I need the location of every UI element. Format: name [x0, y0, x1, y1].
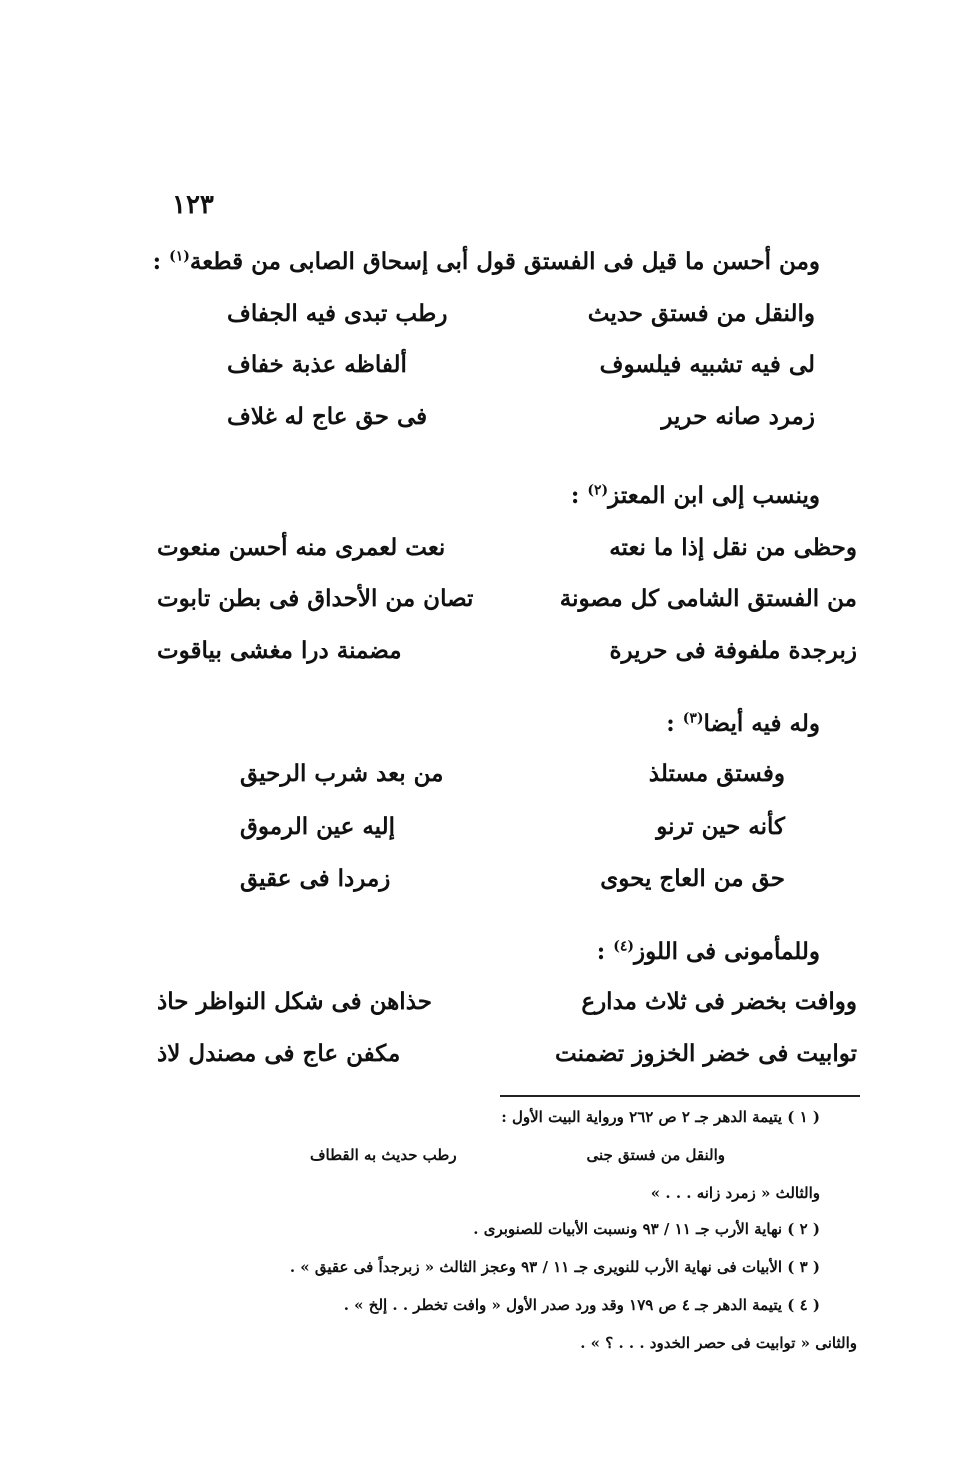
section-1-intro — [153, 248, 820, 275]
section-4-intro-text: وللمأمونى فى اللوز — [634, 938, 820, 965]
verse-second-hemistich: رطب تبدى فيه الجفاف — [227, 300, 448, 327]
section-3-intro — [666, 710, 820, 737]
verse-first-hemistich: حق من العاج يحوى — [600, 865, 785, 892]
section-2-intro — [571, 482, 820, 509]
footnote-4: ( ٤ ) يتيمة الدهر جـ ٤ ص ١٧٩ وقد ورد صدر الأول « وافت تخطر . . إلخ » . — [343, 1296, 820, 1314]
verse-first-hemistich: زبرجدة ملفوفة فى حريرة — [609, 637, 857, 664]
verse-line — [240, 865, 785, 892]
section-3-intro-text: وله فيه أيضا — [703, 710, 820, 737]
verse-line — [157, 637, 857, 664]
section-2-intro-text: وينسب إلى ابن المعتز — [608, 482, 820, 509]
footnote-divider — [500, 1095, 860, 1097]
footnote-ref-4: (٤) — [613, 938, 634, 955]
footnote-1-third: والثالث « زمرد زانه . . . » — [650, 1184, 820, 1202]
verse-first-hemistich: زمرد صانه حرير — [661, 403, 815, 430]
verse-first-hemistich: من الفستق الشامى كل مصونة — [559, 585, 857, 612]
verse-second-hemistich: من بعد شرب الرحيق — [240, 760, 444, 787]
verse-first-hemistich: توابيت فى خضر الخزوز تضمنت — [555, 1040, 857, 1067]
verse-second-hemistich: نعت لعمرى منه أحسن منعوت — [157, 534, 446, 561]
verse-second-hemistich: إليه عين الرموق — [240, 813, 395, 840]
verse-line — [240, 760, 785, 787]
verse-first-hemistich: وفستق مستلذ — [648, 760, 785, 787]
footnote-1-verse — [310, 1146, 725, 1164]
footnote-ref-1: (١) — [169, 248, 190, 265]
verse-second-hemistich: ألفاظه عذبة خفاف — [227, 351, 407, 378]
footnote-1: ( ١ ) يتيمة الدهر جـ ٢ ص ٢٦٢ ورواية البيت الأول : — [501, 1108, 820, 1126]
verse-line — [227, 300, 815, 327]
verse-second-hemistich: تصان من الأحداق فى بطن تابوت — [157, 585, 474, 612]
footnote-ref-3: (٣) — [682, 710, 704, 727]
verse-line — [157, 1040, 857, 1067]
section-4-intro — [597, 938, 820, 965]
verse-second-hemistich: فى حق عاج له غلاف — [227, 403, 428, 430]
verse-line — [240, 813, 785, 840]
verse-first-hemistich: والنقل من فستق حديث — [587, 300, 815, 327]
section-1-colon: : — [152, 248, 170, 275]
footnote-ref-2: (٢) — [587, 482, 609, 499]
section-4-colon: : — [596, 938, 614, 965]
verse-first-hemistich: وحظى من نقل إذا ما نعته — [609, 534, 857, 561]
footnote-1-verse-first: والنقل من فستق جنى — [586, 1146, 725, 1164]
page-number: ١٢٣ — [172, 190, 214, 220]
verse-second-hemistich: مضمنة درا مغشى بياقوت — [157, 637, 402, 664]
verse-second-hemistich: مكفن عاج فى مصندل لاذ — [157, 1040, 401, 1067]
section-3-colon: : — [666, 710, 683, 737]
verse-first-hemistich: لى فيه تشبيه فيلسوف — [599, 351, 815, 378]
verse-first-hemistich: ووافت بخضر فى ثلاث مدارع — [581, 988, 857, 1015]
verse-second-hemistich: زمردا فى عقيق — [240, 865, 391, 892]
footnote-3: ( ٣ ) الأبيات فى نهاية الأرب للنويرى جـ ١١ / ٩٣ وعجز الثالث « زبرجداً فى عقيق » . — [289, 1258, 820, 1276]
verse-second-hemistich: حذاهن فى شكل النواظر حاذ — [157, 988, 432, 1015]
verse-line — [227, 403, 815, 430]
footnote-1-verse-second: رطب حديث به القطاف — [310, 1146, 457, 1164]
footnote-4-second: والثانى « توابيت فى حصر الخدود . . . ؟ » . — [580, 1334, 857, 1352]
verse-line — [157, 534, 857, 561]
verse-line — [157, 988, 857, 1015]
verse-first-hemistich: كأنه حين ترنو — [656, 813, 785, 840]
section-1-intro-text: ومن أحسن ما قيل فى الفستق قول أبى إسحاق الصابى من قطعة — [189, 248, 820, 275]
section-2-colon: : — [570, 482, 588, 509]
footnote-2: ( ٢ ) نهاية الأرب جـ ١١ / ٩٣ ونسبت الأبيات للصنوبرى . — [473, 1220, 820, 1238]
verse-line — [157, 585, 857, 612]
verse-line — [227, 351, 815, 378]
